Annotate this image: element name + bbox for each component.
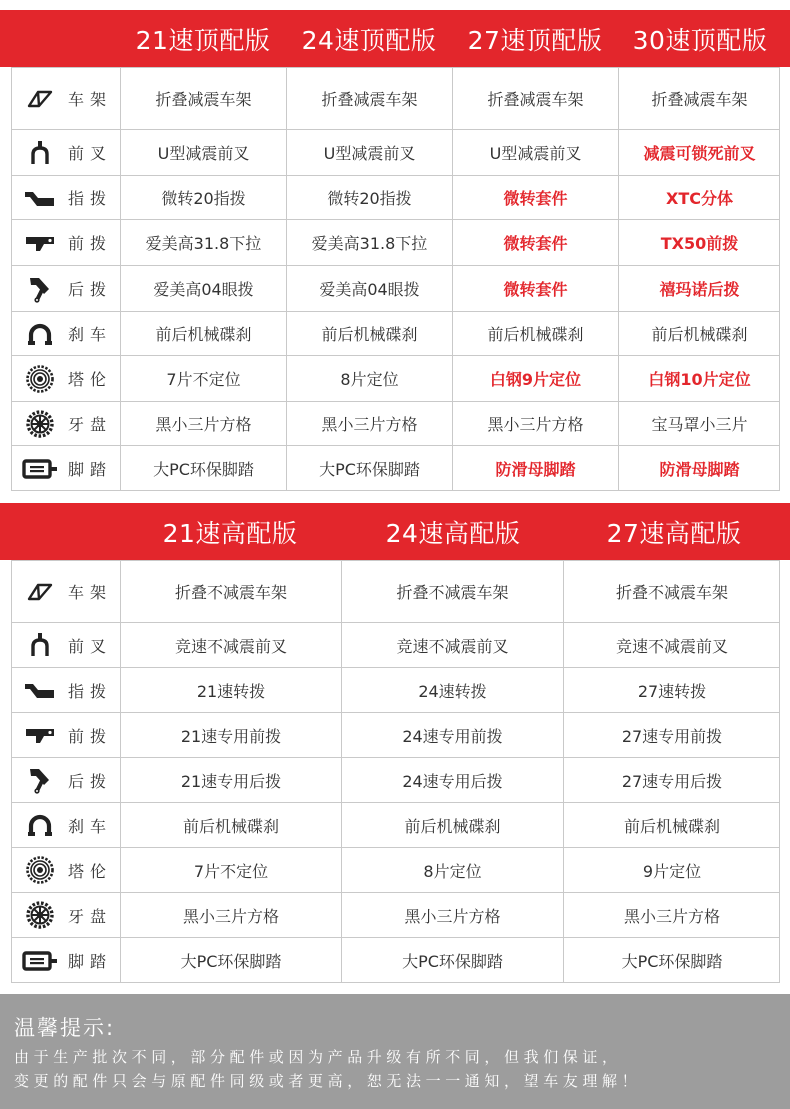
spec-value-cell: 前后机械碟刹 (563, 803, 780, 847)
spec-row-8 (12, 401, 779, 445)
spec-value-cell: 折叠减震车架 (618, 68, 780, 129)
notice-title: 温馨提示: (14, 1016, 116, 1040)
spec-row-6 (12, 802, 779, 847)
spec-value-cell: 防滑母脚踏 (618, 446, 780, 491)
spec-value-cell: U型减震前叉 (120, 130, 286, 175)
spec-value-cell: U型减震前叉 (452, 130, 618, 175)
spec-value-cell: 折叠减震车架 (120, 68, 286, 129)
spec-value-cell: 9片定位 (563, 848, 780, 892)
shifter-icon (12, 189, 68, 207)
spec-value-cell: 折叠不减震车架 (563, 561, 780, 622)
spec-label: 前拨 (68, 234, 113, 253)
spec-value-cell: 黑小三片方格 (452, 402, 618, 445)
spec-label-cell (12, 893, 120, 937)
spec-row-1 (12, 560, 779, 622)
spec-value-cell: 大PC环保脚踏 (286, 446, 452, 491)
spec-label: 车架 (68, 583, 113, 602)
table1-header (0, 10, 790, 67)
spec-value-cell: 防滑母脚踏 (452, 446, 618, 491)
chainring-icon (12, 901, 68, 929)
spec-value-cell: 禧玛诺后拨 (618, 266, 780, 311)
fork-icon (12, 632, 68, 658)
spec-label-cell (12, 220, 120, 265)
spec-value-cell: 前后机械碟刹 (286, 312, 452, 355)
spec-value-cell: 微转套件 (452, 220, 618, 265)
spec-label-cell (12, 266, 120, 311)
brake-icon (12, 813, 68, 837)
spec-label: 车架 (68, 90, 113, 109)
spec-label: 前叉 (68, 144, 113, 163)
spec-label: 牙盘 (68, 415, 113, 434)
spec-label: 指拨 (68, 681, 113, 701)
spec-value-cell: 微转套件 (452, 266, 618, 311)
spec-value-cell: 大PC环保脚踏 (120, 938, 341, 983)
spec-label-cell (12, 176, 120, 219)
table2-header-col-1: 21速高配版 (162, 518, 298, 548)
spec-value-cell: 白钢9片定位 (452, 356, 618, 401)
spec-value-cell: 21速转拨 (120, 668, 341, 712)
spec-value-cell: 8片定位 (286, 356, 452, 401)
spec-value-cell: 前后机械碟刹 (618, 312, 780, 355)
spec-value-cell: 前后机械碟刹 (341, 803, 563, 847)
spec-value-cell: 24速转拨 (341, 668, 563, 712)
spec-label-cell (12, 668, 120, 712)
spec-value-cell: 黑小三片方格 (120, 893, 341, 937)
spec-label-cell (12, 561, 120, 622)
notice-line-1: 由于生产批次不同，部分配件或因为产品升级有所不同，但我们保证， (14, 1048, 622, 1066)
spec-value-cell: 减震可锁死前叉 (618, 130, 780, 175)
spec-value-cell: 折叠不减震车架 (341, 561, 563, 622)
spec-value-cell: 黑小三片方格 (341, 893, 563, 937)
table1-header-col-2: 24速顶配版 (301, 25, 437, 55)
spec-row-5 (12, 265, 779, 311)
spec-value-cell: 微转套件 (452, 176, 618, 219)
spec-value-cell: 前后机械碟刹 (120, 312, 286, 355)
frame-icon (12, 89, 68, 109)
spec-label: 前叉 (68, 636, 113, 656)
spec-value-cell: 白钢10片定位 (618, 356, 780, 401)
spec-value-cell: 27速转拨 (563, 668, 780, 712)
spec-label: 后拨 (68, 771, 113, 791)
spec-value-cell: U型减震前叉 (286, 130, 452, 175)
spec-label-cell (12, 312, 120, 355)
spec-label-cell (12, 803, 120, 847)
spec-row-9 (12, 937, 779, 983)
spec-row-9 (12, 445, 779, 491)
spec-row-3 (12, 175, 779, 219)
table1-header-col-4: 30速顶配版 (632, 25, 768, 55)
spec-label: 塔伦 (68, 370, 113, 389)
spec-label-cell (12, 68, 120, 129)
table1-header-col-3: 27速顶配版 (467, 25, 603, 55)
spec-value-cell: 7片不定位 (120, 356, 286, 401)
spec-value-cell: 前后机械碟刹 (452, 312, 618, 355)
brake-icon (12, 322, 68, 346)
table2-spec-grid (11, 560, 780, 983)
pedal-icon (12, 459, 68, 479)
spec-value-cell: 折叠不减震车架 (120, 561, 341, 622)
spec-value-cell: 大PC环保脚踏 (120, 446, 286, 491)
spec-row-5 (12, 757, 779, 802)
spec-value-cell: 折叠减震车架 (452, 68, 618, 129)
spec-value-cell: 折叠减震车架 (286, 68, 452, 129)
shifter-icon (12, 681, 68, 699)
pedal-icon (12, 951, 68, 971)
spec-label-cell (12, 758, 120, 802)
spec-value-cell: 大PC环保脚踏 (563, 938, 780, 983)
spec-value-cell: 爱美高31.8下拉 (120, 220, 286, 265)
spec-value-cell: 微转20指拨 (120, 176, 286, 219)
frame-icon (12, 582, 68, 602)
spec-value-cell: 24速专用后拨 (341, 758, 563, 802)
spec-label: 指拨 (68, 189, 113, 208)
notice-line-2: 变更的配件只会与原配件同级或者更高，恕无法一一通知，望车友理解！ (14, 1072, 642, 1090)
table1-spec-grid (11, 67, 780, 491)
spec-label: 刹车 (68, 325, 113, 344)
spec-value-cell: 8片定位 (341, 848, 563, 892)
spec-label: 刹车 (68, 816, 113, 836)
cassette-icon (12, 365, 68, 393)
spec-value-cell: 竞速不减震前叉 (341, 623, 563, 667)
spec-label: 牙盘 (68, 906, 113, 926)
spec-label-cell (12, 848, 120, 892)
rear-derailleur-icon (12, 275, 68, 303)
spec-value-cell: 24速专用前拨 (341, 713, 563, 757)
spec-value-cell: 前后机械碟刹 (120, 803, 341, 847)
spec-label-cell (12, 356, 120, 401)
spec-label-cell (12, 446, 120, 491)
spec-row-8 (12, 892, 779, 937)
spec-value-cell: 微转20指拨 (286, 176, 452, 219)
spec-value-cell: 爱美高04眼拨 (286, 266, 452, 311)
table2-header-col-2: 24速高配版 (385, 518, 521, 548)
spec-label-cell (12, 402, 120, 445)
spec-row-4 (12, 219, 779, 265)
spec-value-cell: 大PC环保脚踏 (341, 938, 563, 983)
chainring-icon (12, 410, 68, 438)
rear-derailleur-icon (12, 766, 68, 794)
spec-row-1 (12, 67, 779, 129)
spec-label: 后拨 (68, 280, 113, 299)
spec-row-3 (12, 667, 779, 712)
spec-row-7 (12, 847, 779, 892)
spec-label: 脚踏 (68, 460, 113, 479)
spec-value-cell: 竞速不减震前叉 (563, 623, 780, 667)
spec-label-cell (12, 713, 120, 757)
spec-row-6 (12, 311, 779, 355)
fork-icon (12, 140, 68, 166)
spec-row-7 (12, 355, 779, 401)
table2-header (0, 503, 790, 560)
spec-row-2 (12, 622, 779, 667)
notice-box (0, 994, 790, 1109)
spec-row-2 (12, 129, 779, 175)
spec-value-cell: 宝马罩小三片 (618, 402, 780, 445)
spec-value-cell: 爱美高04眼拨 (120, 266, 286, 311)
spec-label: 塔伦 (68, 861, 113, 881)
front-derailleur-icon (12, 725, 68, 745)
front-derailleur-icon (12, 233, 68, 253)
spec-value-cell: 27速专用后拨 (563, 758, 780, 802)
spec-value-cell: 黑小三片方格 (563, 893, 780, 937)
spec-label-cell (12, 938, 120, 983)
spec-value-cell: 竞速不减震前叉 (120, 623, 341, 667)
spec-value-cell: 27速专用前拨 (563, 713, 780, 757)
spec-value-cell: 黑小三片方格 (286, 402, 452, 445)
spec-row-4 (12, 712, 779, 757)
table1-header-col-1: 21速顶配版 (135, 25, 271, 55)
spec-value-cell: 黑小三片方格 (120, 402, 286, 445)
spec-value-cell: XTC分体 (618, 176, 780, 219)
table2-header-col-3: 27速高配版 (606, 518, 742, 548)
spec-value-cell: 7片不定位 (120, 848, 341, 892)
spec-label: 前拨 (68, 726, 113, 746)
spec-value-cell: 21速专用前拨 (120, 713, 341, 757)
spec-value-cell: TX50前拨 (618, 220, 780, 265)
spec-label: 脚踏 (68, 952, 113, 971)
spec-label-cell (12, 623, 120, 667)
spec-value-cell: 爱美高31.8下拉 (286, 220, 452, 265)
spec-value-cell: 21速专用后拨 (120, 758, 341, 802)
cassette-icon (12, 856, 68, 884)
spec-label-cell (12, 130, 120, 175)
